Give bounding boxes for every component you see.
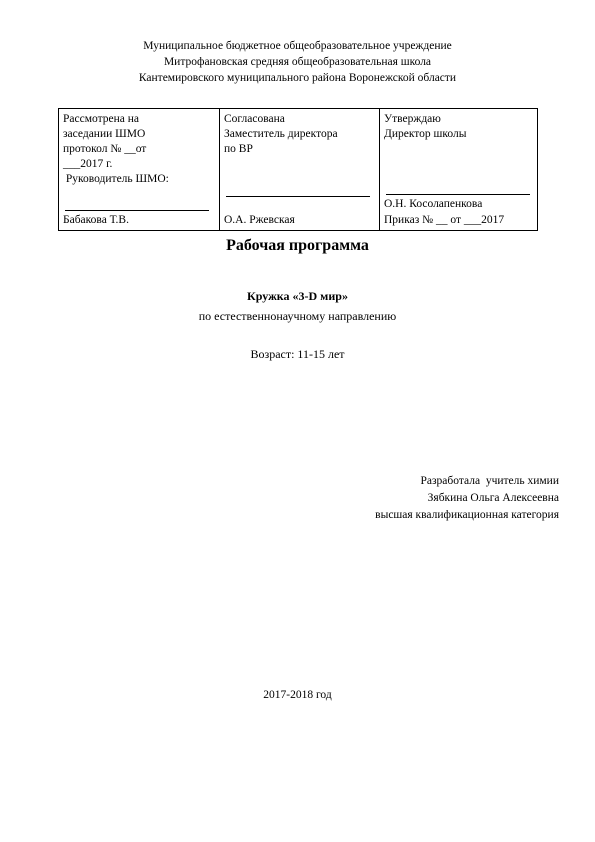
signatory-name: Бабакова Т.В.	[63, 214, 129, 226]
org-header-line: Митрофановская средняя общеобразовательная школа	[163, 56, 432, 68]
approval-text-line: Директор школы	[384, 128, 467, 140]
author-line: высшая квалификационная категория	[375, 509, 559, 521]
signature-line	[226, 196, 370, 197]
approval-cell-reviewed	[59, 109, 220, 231]
approval-text-line: ___2017 г.	[63, 158, 113, 170]
signature-line	[65, 210, 209, 211]
approval-text-line: Рассмотрена на	[63, 113, 139, 125]
academic-year: 2017-2018 год	[263, 689, 332, 701]
signatory-name: О.А. Ржевская	[224, 214, 295, 226]
approval-table	[58, 108, 538, 231]
author-line: Разработала учитель химии	[420, 475, 559, 487]
age-range: Возраст: 11-15 лет	[250, 347, 345, 361]
signature-line	[386, 194, 530, 195]
approval-cell-agreed	[220, 109, 380, 231]
org-header-line: Муниципальное бюджетное общеобразовательное учреждение	[143, 40, 452, 52]
order-reference: Приказ № __ от ___2017	[384, 214, 505, 226]
club-name: Кружка «3-D мир»	[247, 289, 348, 303]
approval-text-line: Согласована	[224, 113, 285, 125]
approval-text-line: протокол № __от	[63, 143, 147, 155]
signatory-name: О.Н. Косолапенкова	[384, 198, 483, 210]
program-direction: по естественнонаучному направлению	[198, 309, 397, 323]
author-line: Зябкина Ольга Алексеевна	[427, 492, 559, 504]
document-title: Рабочая программа	[226, 237, 369, 254]
org-header-line: Кантемировского муниципального района Воронежской области	[138, 72, 457, 84]
organization-header	[0, 38, 595, 86]
approval-text-line: Руководитель ШМО:	[63, 173, 169, 185]
approval-text-line: по ВР	[224, 143, 253, 155]
approval-text-line: Заместитель директора	[224, 128, 338, 140]
author-block	[375, 473, 559, 524]
approval-cell-approved	[380, 109, 538, 231]
approval-text-line: Утверждаю	[384, 113, 441, 125]
approval-text-line: заседании ШМО	[63, 128, 146, 140]
